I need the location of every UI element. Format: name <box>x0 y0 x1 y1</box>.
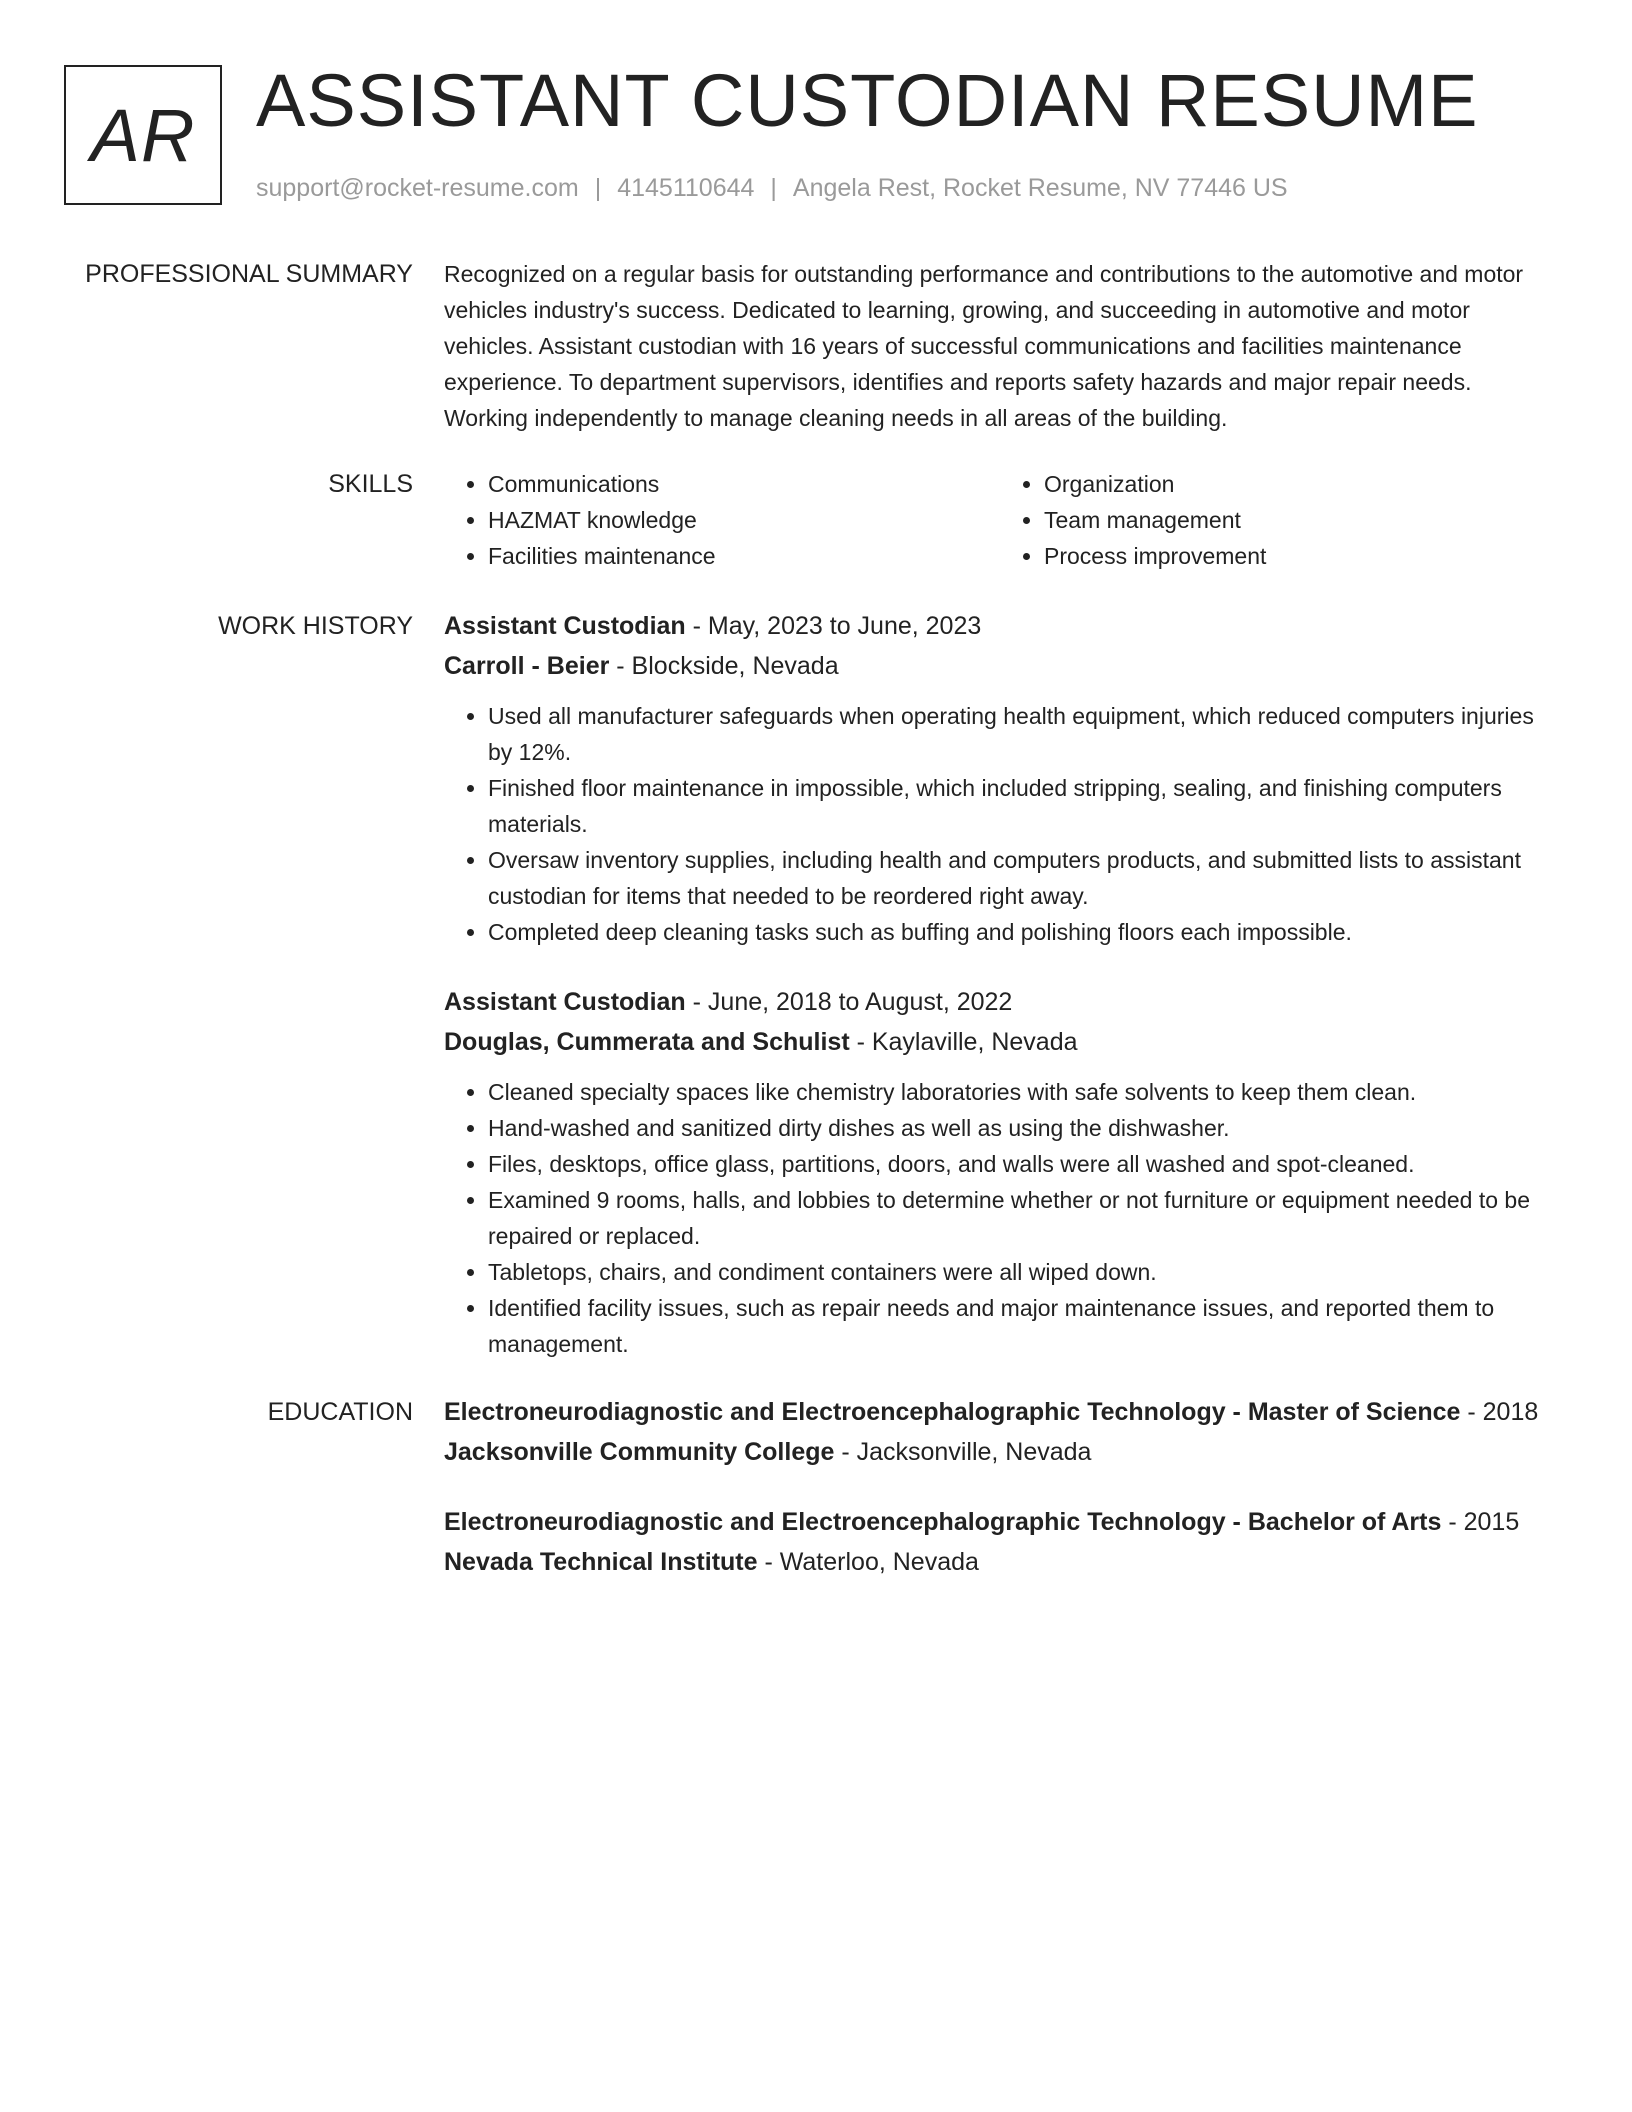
job-entry <box>444 606 1556 950</box>
summary-text: Recognized on a regular basis for outstanding performance and contributions to the automotive and motor vehicles industry's success. Dedicated to learning, growing, and succeeding in automotive and motor vehicles. Assistant custodian with 16 years of successful communications and facilities maintenance experience. To department supervisors, identifies and reports safety hazards and major repair needs. Working independently to manage cleaning needs in all areas of the building. <box>444 261 1524 431</box>
job-title-line <box>444 606 1556 646</box>
job-title: Assistant Custodian <box>444 988 686 1016</box>
education-school: Jacksonville Community College <box>444 1438 835 1466</box>
skill-item: • Facilities maintenance <box>488 538 1000 574</box>
skills-list-left <box>444 466 1000 574</box>
job-company-line <box>444 1022 1556 1062</box>
job-title: Assistant Custodian <box>444 612 686 640</box>
job-bullet: • Examined 9 rooms, halls, and lobbies to determine whether or not furniture or equipment needed to be repaired or replaced. <box>488 1182 1556 1254</box>
education-location: - Jacksonville, Nevada <box>834 1438 1092 1466</box>
job-bullet: • Cleaned specialty spaces like chemistry laboratories with safe solvents to keep them clean. <box>488 1074 1556 1110</box>
education-entry <box>444 1502 1556 1582</box>
job-title-line <box>444 982 1556 1022</box>
contact-separator: | <box>594 174 602 202</box>
education-year: - 2015 <box>1441 1508 1520 1536</box>
skills-heading: SKILLS <box>328 470 413 498</box>
job-company: Carroll - Beier <box>444 652 610 680</box>
contact-email: support@rocket-resume.com <box>256 174 579 202</box>
education-degree: Electroneurodiagnostic and Electroencephalographic Technology - Master of Science <box>444 1398 1461 1426</box>
job-bullets <box>444 1074 1556 1362</box>
education-year: - 2018 <box>1460 1398 1539 1426</box>
job-company-line <box>444 646 1556 686</box>
education-school-line <box>444 1432 1556 1472</box>
contact-address: Angela Rest, Rocket Resume, NV 77446 US <box>792 174 1288 202</box>
contact-separator: | <box>770 174 777 202</box>
education-school: Nevada Technical Institute <box>444 1548 758 1576</box>
job-company: Douglas, Cummerata and Schulist <box>444 1028 850 1056</box>
job-location: - Blockside, Nevada <box>609 652 839 680</box>
education-degree-line <box>444 1392 1556 1432</box>
job-bullet: • Tabletops, chairs, and condiment containers were all wiped down. <box>488 1254 1556 1290</box>
job-bullet: • Finished floor maintenance in impossible, which included stripping, sealing, and finishing computers materials. <box>488 770 1556 842</box>
summary-heading: PROFESSIONAL SUMMARY <box>85 260 413 288</box>
education-entry <box>444 1392 1556 1472</box>
skill-item: • Communications <box>488 466 1000 502</box>
skill-item: • Process improvement <box>1044 538 1556 574</box>
job-bullet: • Oversaw inventory supplies, including health and computers products, and submitted lists to assistant custodian for items that needed to be reordered right away. <box>488 842 1556 914</box>
work-history-heading: WORK HISTORY <box>218 612 413 640</box>
skills-list-right <box>1000 466 1556 574</box>
education-degree: Electroneurodiagnostic and Electroencephalographic Technology - Bachelor of Arts <box>444 1508 1442 1536</box>
education-heading: EDUCATION <box>267 1398 413 1426</box>
education-location: - Waterloo, Nevada <box>757 1548 979 1576</box>
job-bullet: • Identified facility issues, such as repair needs and major maintenance issues, and reported them to management. <box>488 1290 1556 1362</box>
job-bullets <box>444 698 1556 950</box>
contact-phone: 4145110644 <box>617 174 755 202</box>
job-bullet: • Files, desktops, office glass, partitions, doors, and walls were all washed and spot-cleaned. <box>488 1146 1556 1182</box>
contact-line <box>256 174 1288 203</box>
job-bullet: • Used all manufacturer safeguards when operating health equipment, which reduced computers injuries by 12%. <box>488 698 1556 770</box>
job-dates: - June, 2018 to August, 2022 <box>685 988 1013 1016</box>
job-dates: - May, 2023 to June, 2023 <box>685 612 982 640</box>
skill-item: • Team management <box>1044 502 1556 538</box>
skill-item: • Organization <box>1044 466 1556 502</box>
education-school-line <box>444 1542 1556 1582</box>
job-location: - Kaylaville, Nevada <box>849 1028 1078 1056</box>
education-degree-line <box>444 1502 1556 1542</box>
skill-item: • HAZMAT knowledge <box>488 502 1000 538</box>
job-entry <box>444 982 1556 1362</box>
resume-title: ASSISTANT CUSTODIAN RESUME <box>256 59 1479 142</box>
job-bullet: • Completed deep cleaning tasks such as buffing and polishing floors each impossible. <box>488 914 1556 950</box>
initials-monogram: AR <box>64 65 222 205</box>
job-bullet: • Hand-washed and sanitized dirty dishes as well as using the dishwasher. <box>488 1110 1556 1146</box>
